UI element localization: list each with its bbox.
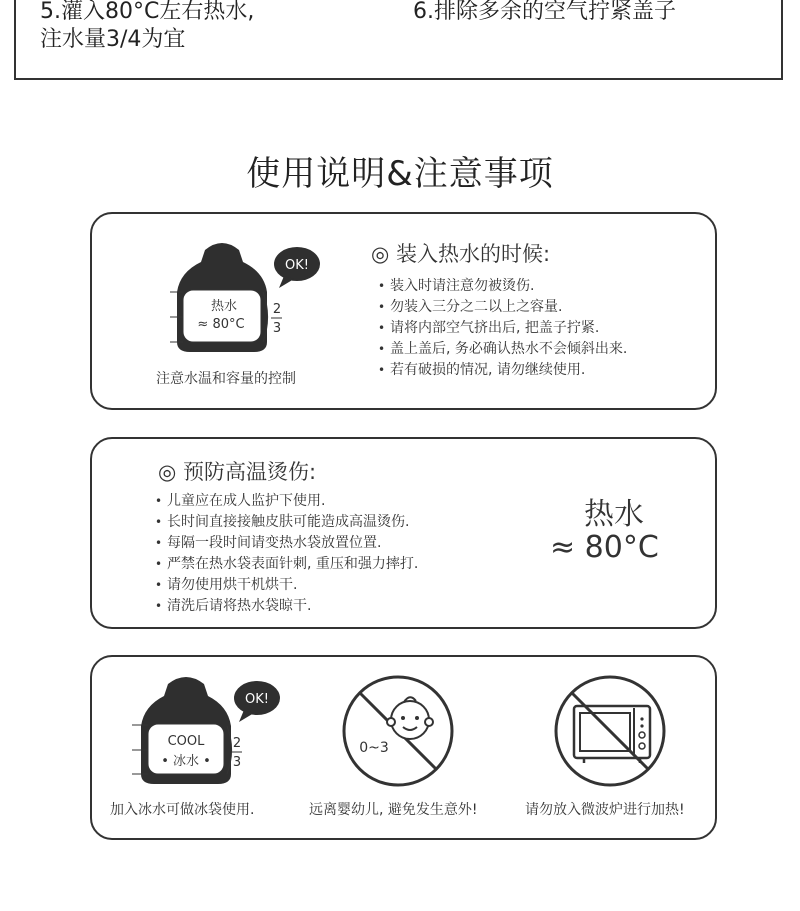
burn-prevention-heading: ◎ 预防高温烫伤:	[158, 460, 317, 484]
step-6-text: 6.排除多余的空气拧紧盖子	[413, 0, 676, 24]
list-item: • 装入时请注意勿被烫伤.	[378, 276, 627, 297]
fraction-numerator: 2	[272, 302, 282, 317]
fraction-denominator: 3	[272, 321, 282, 336]
cool-label-line1: COOL	[167, 734, 205, 749]
baby-age-range: 0~3	[359, 740, 389, 756]
ok-speech-bubble-icon	[230, 680, 286, 726]
cool-label-line2: • 冰水 •	[161, 754, 211, 769]
list-item: • 若有破损的情况, 请勿继续使用.	[378, 360, 627, 381]
list-item: • 严禁在热水袋表面针刺, 重压和强力摔打.	[155, 554, 418, 575]
filling-bullet-list	[378, 276, 627, 381]
fraction-denominator: 3	[232, 755, 242, 770]
no-baby-icon	[340, 673, 456, 789]
filling-heading: ◎ 装入热水的时候:	[371, 242, 551, 266]
water-control-caption: 注意水温和容量的控制	[156, 371, 296, 387]
no-microwave-icon	[552, 673, 668, 789]
list-item: • 请将内部空气挤出后, 把盖子拧紧.	[378, 318, 627, 339]
list-item: • 清洗后请将热水袋晾干.	[155, 596, 418, 617]
ice-pack-caption: 加入冰水可做冰袋使用.	[110, 802, 255, 818]
bottle-label-line1: 热水	[210, 299, 238, 314]
list-item: • 每隔一段时间请变热水袋放置位置.	[155, 533, 418, 554]
list-item: • 长时间直接接触皮肤可能造成高温烫伤.	[155, 512, 418, 533]
keep-from-infants-caption: 远离婴幼儿, 避免发生意外!	[309, 802, 478, 818]
ok-bubble-text: OK!	[285, 258, 309, 273]
list-item: • 盖上盖后, 务必确认热水不会倾斜出来.	[378, 339, 627, 360]
no-microwave-caption: 请勿放入微波炉进行加热!	[525, 802, 685, 818]
burn-bullet-list	[155, 491, 418, 617]
step-5-text: 5.灌入80°C左右热水, 注水量3/4为宜	[40, 0, 255, 52]
fraction-numerator: 2	[232, 736, 242, 751]
bottle-label-line2: ≈ 80°C	[197, 317, 245, 332]
hot-water-label: 热水	[584, 497, 644, 532]
ok-bubble-text: OK!	[245, 692, 269, 707]
ok-speech-bubble-icon	[270, 246, 326, 292]
list-item: • 勿装入三分之二以上之容量.	[378, 297, 627, 318]
page-title: 使用说明&注意事项	[246, 154, 554, 194]
list-item: • 请勿使用烘干机烘干.	[155, 575, 418, 596]
hot-water-temperature: ≈ 80°C	[550, 530, 659, 565]
list-item: • 儿童应在成人监护下使用.	[155, 491, 418, 512]
